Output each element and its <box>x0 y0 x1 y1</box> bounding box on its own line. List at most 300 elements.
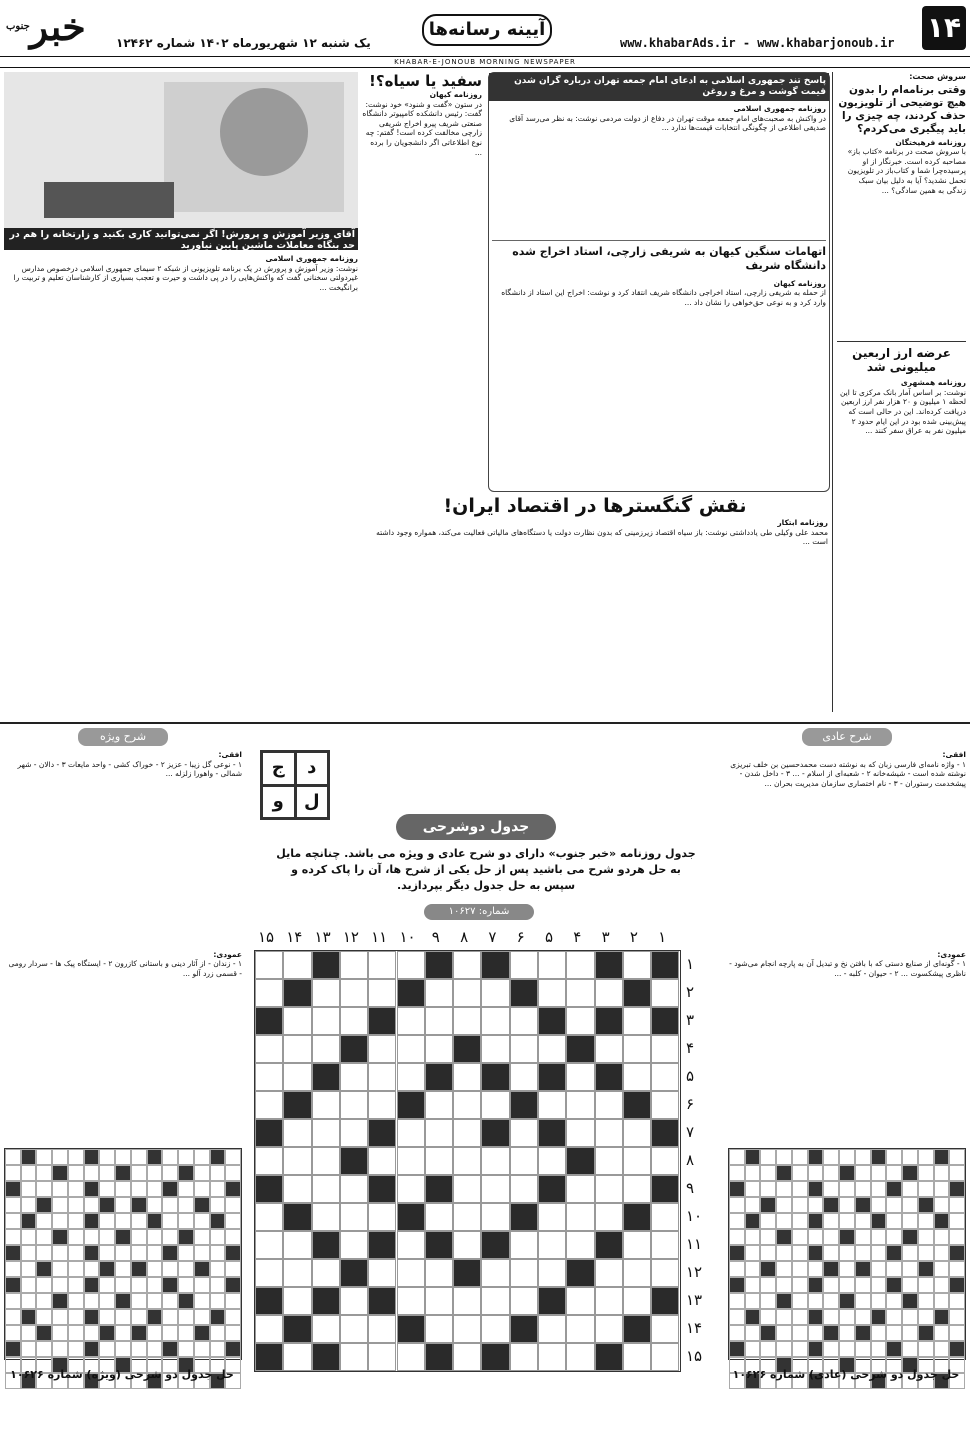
crossword-black-cell <box>623 1203 651 1231</box>
article-body: محمد علی وکیلی طی یادداشتی نوشت: باز سیاه اقتصاد زیرزمینی که بدون نظارت دولت یا دستگاه‌های مالیاتی فعالیت می‌کند، همواره وجود داشته است ... <box>376 527 828 547</box>
crossword-black-cell <box>566 1147 594 1175</box>
crossword-cell[interactable] <box>566 1119 594 1147</box>
crossword-cell[interactable] <box>510 1343 538 1371</box>
crossword-cell[interactable] <box>312 1147 340 1175</box>
column-number: ۲ <box>629 928 638 946</box>
crossword-cell[interactable] <box>651 1231 679 1259</box>
crossword-black-cell <box>255 1007 283 1035</box>
column-number: ۱۲ <box>342 928 359 946</box>
puzzle-number: شماره: ۱۰۶۲۷ <box>424 904 534 920</box>
crossword-black-cell <box>510 1315 538 1343</box>
crossword-cell[interactable] <box>312 1175 340 1203</box>
row-number: ۴ <box>686 1039 695 1057</box>
boxed-article <box>488 72 830 492</box>
special-across-clues: ۱ - نوعی گل زیبا - عزیز ۲ - خوراک کشی - واحد مایعات ۳ - دالان - شهر شمالی - واهورا زلزله ... <box>17 759 242 779</box>
crossword-cell[interactable] <box>510 1231 538 1259</box>
crossword-cell[interactable] <box>510 1259 538 1287</box>
crossword-cell[interactable] <box>623 1175 651 1203</box>
crossword-cell[interactable] <box>595 1259 623 1287</box>
crossword-cell[interactable] <box>312 1091 340 1119</box>
crossword-black-cell <box>510 1203 538 1231</box>
crossword-cell[interactable] <box>453 1343 481 1371</box>
crossword-cell[interactable] <box>397 1343 425 1371</box>
crossword-cell[interactable] <box>340 1091 368 1119</box>
crossword-black-cell <box>425 1231 453 1259</box>
crossword-cell[interactable] <box>595 979 623 1007</box>
crossword-cell[interactable] <box>255 1259 283 1287</box>
column-numbers <box>252 928 682 948</box>
crossword-black-cell <box>651 1119 679 1147</box>
headline: وقتی برنامه‌ام را بدون هیچ توضیحی از تلویزیون حذف کردند، چه چیزی را باید پیگیری می‌کردم؟ <box>838 83 966 135</box>
crossword-cell[interactable] <box>425 1287 453 1315</box>
crossword-black-cell <box>425 951 453 979</box>
crossword-cell[interactable] <box>312 1315 340 1343</box>
row-number: ۹ <box>686 1179 695 1197</box>
crossword-cell[interactable] <box>397 1175 425 1203</box>
crossword-black-cell <box>340 1147 368 1175</box>
row-number: ۱۱ <box>686 1235 703 1253</box>
right-column <box>832 72 966 712</box>
crossword-black-cell <box>397 979 425 1007</box>
column-article <box>362 494 828 714</box>
crossword-cell[interactable] <box>623 1147 651 1175</box>
crossword-cell[interactable] <box>453 1315 481 1343</box>
column-article <box>4 254 358 714</box>
crossword-black-cell <box>481 1119 509 1147</box>
crossword-black-cell <box>481 1343 509 1371</box>
crossword-cell[interactable] <box>453 1287 481 1315</box>
crossword-black-cell <box>538 1007 566 1035</box>
crossword-cell[interactable] <box>425 1315 453 1343</box>
crossword-logo: ج د و ل <box>260 750 330 820</box>
crossword-cell[interactable] <box>368 951 396 979</box>
headline: پاسخ تند جمهوری اسلامی به ادعای امام جمعه تهران درباره گران شدن قیمت گوشت و مرغ و روغن <box>489 73 829 101</box>
row-number: ۱۰ <box>686 1207 703 1225</box>
crossword-cell[interactable] <box>368 1259 396 1287</box>
crossword-cell[interactable] <box>453 1119 481 1147</box>
crossword-cell[interactable] <box>425 1035 453 1063</box>
crossword-cell[interactable] <box>481 1091 509 1119</box>
column-number: ۶ <box>516 928 525 946</box>
crossword-cell[interactable] <box>510 1147 538 1175</box>
crossword-cell[interactable] <box>453 1091 481 1119</box>
crossword-cell[interactable] <box>283 1287 311 1315</box>
crossword-cell[interactable] <box>397 1147 425 1175</box>
crossword-cell[interactable] <box>340 1063 368 1091</box>
page-header <box>0 0 970 56</box>
crossword-black-cell <box>566 1035 594 1063</box>
article-body: از حمله به شریفی زارچی، استاد اخراجی دانشگاه شریف انتقاد کرد و نوشت: اخراج این استاد از دانشگاه وارد کرد و به نوعی حق‌خواهی را نشان داد ... <box>501 288 826 307</box>
crossword-cell[interactable] <box>510 951 538 979</box>
crossword-black-cell <box>595 1231 623 1259</box>
row-number: ۱ <box>686 955 695 973</box>
crossword-black-cell <box>651 1287 679 1315</box>
crossword-cell[interactable] <box>595 1175 623 1203</box>
crossword-cell[interactable] <box>453 1007 481 1035</box>
normal-solution-grid <box>728 1148 966 1360</box>
crossword-black-cell <box>312 951 340 979</box>
crossword-cell[interactable] <box>312 1007 340 1035</box>
section-title: آیینه رسانه‌ها <box>422 14 552 46</box>
crossword-black-cell <box>595 1063 623 1091</box>
column-number: ۷ <box>488 928 497 946</box>
crossword-black-cell <box>566 1259 594 1287</box>
crossword-cell[interactable] <box>340 1231 368 1259</box>
crossword-cell[interactable] <box>538 1147 566 1175</box>
crossword-cell[interactable] <box>538 1035 566 1063</box>
crossword-cell[interactable] <box>368 1343 396 1371</box>
crossword-cell[interactable] <box>283 1175 311 1203</box>
crossword-cell[interactable] <box>368 1203 396 1231</box>
crossword-cell[interactable] <box>651 1035 679 1063</box>
crossword-cell[interactable] <box>312 1035 340 1063</box>
crossword-cell[interactable] <box>312 1259 340 1287</box>
crossword-cell[interactable] <box>368 979 396 1007</box>
crossword-black-cell <box>595 951 623 979</box>
column-number: ۹ <box>431 928 440 946</box>
crossword-black-cell <box>538 1175 566 1203</box>
crossword-black-cell <box>397 1315 425 1343</box>
crossword-black-cell <box>340 1259 368 1287</box>
crossword-cell[interactable] <box>651 1147 679 1175</box>
crossword-cell[interactable] <box>255 1231 283 1259</box>
row-number: ۶ <box>686 1095 695 1113</box>
crossword-cell[interactable] <box>340 979 368 1007</box>
crossword-cell[interactable] <box>481 1203 509 1231</box>
special-clues-panel <box>4 728 242 1398</box>
crossword-cell[interactable] <box>425 1147 453 1175</box>
crossword-black-cell <box>623 1315 651 1343</box>
normal-across-clues: ۱ - واژه نامه‌ای فارسی زبان که به نوشته دست محمدحسین بن خلف تبریزی نوشته شده است - شیشه‌خانه ۲ - شعبه‌ای از اسلام - ... ۳ - داخل شدن - پیشخدمت رستوران - ۳ - نام اختصاری سازمان مدیریت بحران ... <box>730 759 966 788</box>
crossword-cell[interactable] <box>397 1035 425 1063</box>
crossword-cell[interactable] <box>595 1035 623 1063</box>
crossword-cell[interactable] <box>283 1147 311 1175</box>
source: روزنامه کیهان <box>429 90 482 99</box>
crossword-cell[interactable] <box>255 951 283 979</box>
crossword-black-cell <box>481 951 509 979</box>
website-links[interactable]: www.khabarAds.ir - www.khabarjonoub.ir <box>620 36 895 50</box>
crossword-cell[interactable] <box>510 1007 538 1035</box>
source: روزنامه کیهان <box>773 278 826 288</box>
crossword-cell[interactable] <box>566 1287 594 1315</box>
row-number: ۱۵ <box>686 1347 703 1365</box>
crossword-black-cell <box>510 1091 538 1119</box>
crossword-cell[interactable] <box>312 979 340 1007</box>
crossword-cell[interactable] <box>453 1175 481 1203</box>
crossword-black-cell <box>283 1315 311 1343</box>
crossword-black-cell <box>425 1175 453 1203</box>
crossword-cell[interactable] <box>255 1091 283 1119</box>
article-body: در ستون «گفت و شنود» خود نوشت: گفت: رئیس دانشکده کامپیوتر دانشگاه صنعتی شریف پیرو اخراج شریفی زارچی مخالفت کرده است! گفتم: چه نوع اطلاعاتی اگر دانشجویان را برده ... <box>362 99 482 157</box>
normal-clues-panel <box>728 728 966 1398</box>
crossword-cell[interactable] <box>255 1203 283 1231</box>
crossword-cell[interactable] <box>566 1175 594 1203</box>
column-number: ۱۰ <box>399 928 416 946</box>
crossword-cell[interactable] <box>566 1063 594 1091</box>
crossword-cell[interactable] <box>595 1091 623 1119</box>
crossword-cell[interactable] <box>255 1147 283 1175</box>
crossword-black-cell <box>651 951 679 979</box>
crossword-cell[interactable] <box>481 1147 509 1175</box>
crossword-cell[interactable] <box>453 951 481 979</box>
crossword-cell[interactable] <box>397 951 425 979</box>
crossword-cell[interactable] <box>538 1231 566 1259</box>
crossword-cell[interactable] <box>510 1035 538 1063</box>
article-body: با سروش صحت در برنامه «کتاب باز» مصاحبه کرده است. خبرنگار از او پرسیده‌چرا شما و کتاب‌باز در تلویزیون تحمل نشدید؟ آیا به دلیل بیان سبک زندگی به همین سادگی؟ ... <box>847 147 966 195</box>
crossword-cell[interactable] <box>397 1287 425 1315</box>
crossword-black-cell <box>481 1231 509 1259</box>
crossword-cell[interactable] <box>566 1231 594 1259</box>
source: روزنامه فرهیختگان <box>895 137 966 147</box>
crossword-black-cell <box>312 1343 340 1371</box>
crossword-black-cell <box>453 1035 481 1063</box>
crossword-cell[interactable] <box>566 1007 594 1035</box>
crossword-black-cell <box>283 979 311 1007</box>
crossword-black-cell <box>425 1343 453 1371</box>
crossword-black-cell <box>651 1007 679 1035</box>
crossword-cell[interactable] <box>312 1119 340 1147</box>
kicker: سروش صحت: <box>909 72 966 81</box>
crossword-center <box>246 728 724 1428</box>
crossword-cell[interactable] <box>623 1343 651 1371</box>
column-number: ۳ <box>601 928 610 946</box>
crossword-cell[interactable] <box>340 1315 368 1343</box>
special-solution-grid <box>4 1148 242 1360</box>
crossword-cell[interactable] <box>481 979 509 1007</box>
row-number: ۷ <box>686 1123 695 1141</box>
crossword-black-cell <box>538 1287 566 1315</box>
crossword-black-cell <box>510 979 538 1007</box>
crossword-cell[interactable] <box>453 1063 481 1091</box>
crossword-cell[interactable] <box>425 1203 453 1231</box>
column-article <box>362 72 482 490</box>
source: روزنامه همشهری <box>900 378 966 388</box>
crossword-cell[interactable] <box>340 1007 368 1035</box>
column-number: ۱۱ <box>371 928 388 946</box>
crossword-cell[interactable] <box>397 1007 425 1035</box>
crossword-cell[interactable] <box>397 1063 425 1091</box>
crossword-cell[interactable] <box>566 1203 594 1231</box>
crossword-cell[interactable] <box>566 1315 594 1343</box>
row-number: ۸ <box>686 1151 695 1169</box>
crossword-black-cell <box>255 1287 283 1315</box>
row-number: ۵ <box>686 1067 695 1085</box>
column-number: ۴ <box>573 928 582 946</box>
section-divider <box>0 722 970 724</box>
crossword-cell[interactable] <box>623 1007 651 1035</box>
crossword-cell[interactable] <box>510 1063 538 1091</box>
crossword-title: جدول دوشرحی <box>396 814 556 840</box>
crossword-cell[interactable] <box>368 1147 396 1175</box>
crossword-cell[interactable] <box>312 1203 340 1231</box>
crossword-black-cell <box>397 1203 425 1231</box>
page-number: ۱۴ <box>922 6 966 50</box>
crossword-black-cell <box>623 979 651 1007</box>
crossword-black-cell <box>340 1035 368 1063</box>
crossword-black-cell <box>595 1007 623 1035</box>
crossword-cell[interactable] <box>340 1119 368 1147</box>
crossword-black-cell <box>397 1091 425 1119</box>
crossword-cell[interactable] <box>255 1063 283 1091</box>
column-number: ۱۴ <box>286 928 303 946</box>
crossword-cell[interactable] <box>595 1147 623 1175</box>
article-body: نوشت: وزیر آموزش و پرورش در یک برنامه تلویزیونی از شبکه ۲ سیمای جمهوری اسلامی درخصوص مدارس غیردولتی سخنانی گفت که واکنش‌هایی را در پی داشت و حیرت و تعجب بسیاری از کارشناسان تعلیم و تربیت را برانگیخت ... <box>13 263 358 292</box>
crossword-black-cell <box>595 1343 623 1371</box>
headline: عرضه ارز اربعین میلیونی شد <box>837 341 966 374</box>
crossword-cell[interactable] <box>283 1231 311 1259</box>
crossword-cell[interactable] <box>368 1035 396 1063</box>
crossword-cell[interactable] <box>651 1315 679 1343</box>
crossword-cell[interactable] <box>623 1119 651 1147</box>
crossword-cell[interactable] <box>368 1315 396 1343</box>
crossword-cell[interactable] <box>566 951 594 979</box>
globe-newspapers-image <box>4 72 358 228</box>
crossword-cell[interactable] <box>283 1007 311 1035</box>
crossword-cell[interactable] <box>538 979 566 1007</box>
crossword-black-cell <box>453 1259 481 1287</box>
newspaper-logo: خبر$^{جنوب}$ <box>6 4 86 49</box>
row-number: ۲ <box>686 983 695 1001</box>
crossword-black-cell <box>255 1343 283 1371</box>
crossword-cell[interactable] <box>481 1175 509 1203</box>
crossword-cell[interactable] <box>481 1259 509 1287</box>
crossword-cell[interactable] <box>651 1063 679 1091</box>
headline: نقش گنگسترها در اقتصاد ایران! <box>443 495 747 517</box>
crossword-black-cell <box>368 1119 396 1147</box>
crossword-cell[interactable] <box>595 1287 623 1315</box>
crossword-cell[interactable] <box>566 1091 594 1119</box>
column-number: ۱ <box>658 928 667 946</box>
crossword-cell[interactable] <box>425 979 453 1007</box>
crossword-black-cell <box>368 1175 396 1203</box>
crossword-cell[interactable] <box>283 1119 311 1147</box>
crossword-cell[interactable] <box>510 1175 538 1203</box>
crossword-cell[interactable] <box>255 1035 283 1063</box>
down-label: عمودی: <box>937 949 966 959</box>
crossword-cell[interactable] <box>368 1091 396 1119</box>
crossword-cell[interactable] <box>425 1259 453 1287</box>
crossword-cell[interactable] <box>538 1259 566 1287</box>
crossword-cell[interactable] <box>283 1035 311 1063</box>
crossword-cell[interactable] <box>651 1343 679 1371</box>
crossword-black-cell <box>538 1119 566 1147</box>
source: روزنامه ابتکار <box>777 518 828 527</box>
crossword-grid <box>254 950 681 1372</box>
crossword-cell[interactable] <box>595 1315 623 1343</box>
crossword-intro: جدول روزنامه «خبر جنوب» دارای دو شرح عادی و ویژه می باشد. چنانچه مایل به حل هردو شرح می باشید پس از حل یکی از شرح ها، آن را پاک کرده و سپس به حل جدول دیگر بپردازید. <box>276 847 696 892</box>
newspapers-photo <box>4 72 358 228</box>
crossword-cell[interactable] <box>651 1259 679 1287</box>
dateline: یک شنبه ۱۲ شهریورماه ۱۴۰۲ شماره ۱۲۴۶۲ <box>116 36 371 50</box>
crossword-cell[interactable] <box>538 951 566 979</box>
crossword-cell[interactable] <box>481 1007 509 1035</box>
row-numbers <box>686 950 716 1380</box>
crossword-cell[interactable] <box>340 951 368 979</box>
crossword-cell[interactable] <box>340 1287 368 1315</box>
crossword-black-cell <box>255 1175 283 1203</box>
headline: سفید یا سیاه؟! <box>369 72 482 90</box>
crossword-cell[interactable] <box>453 1203 481 1231</box>
crossword-black-cell <box>312 1231 340 1259</box>
headline: آقای وزیر آموزش و پرورش! اگر نمی‌توانید کاری بکنید و زارتخانه را هم در حد بنگاه معاملات ماشین پایین نیاورید <box>4 228 358 250</box>
crossword-cell[interactable] <box>340 1203 368 1231</box>
row-number: ۱۴ <box>686 1319 703 1337</box>
crossword-cell[interactable] <box>623 951 651 979</box>
down-label: عمودی: <box>213 949 242 959</box>
crossword-cell[interactable] <box>283 1343 311 1371</box>
crossword-black-cell <box>255 1119 283 1147</box>
article-body: نوشت: بر اساس آمار بانک مرکزی تا این لحظه ۱ میلیون و ۲۰ هزار نفر ارز اربعین دریافت کرده‌اند. این در حالی است که پیش‌بینی شده بود در این ایام حدود ۲ میلیون نفر به عراق سفر کنند ... <box>839 387 966 436</box>
crossword-cell[interactable] <box>538 1343 566 1371</box>
crossword-cell[interactable] <box>397 1119 425 1147</box>
crossword-black-cell <box>538 1063 566 1091</box>
crossword-cell[interactable] <box>368 1063 396 1091</box>
crossword-cell[interactable] <box>453 979 481 1007</box>
crossword-cell[interactable] <box>651 979 679 1007</box>
row-number: ۳ <box>686 1011 695 1029</box>
column-number: ۱۵ <box>257 928 275 946</box>
crossword-black-cell <box>312 1063 340 1091</box>
crossword-cell[interactable] <box>453 1147 481 1175</box>
crossword-cell[interactable] <box>623 1259 651 1287</box>
crossword-cell[interactable] <box>623 1063 651 1091</box>
crossword-cell[interactable] <box>425 1119 453 1147</box>
crossword-cell[interactable] <box>283 1063 311 1091</box>
special-solution-title: حل جدول دو شرحی (ویژه) شماره ۱۰۶۲۶ <box>10 1368 234 1381</box>
crossword-black-cell <box>283 1203 311 1231</box>
crossword-black-cell <box>283 1091 311 1119</box>
crossword-cell[interactable] <box>397 1231 425 1259</box>
crossword-cell[interactable] <box>595 1119 623 1147</box>
crossword-cell[interactable] <box>538 1315 566 1343</box>
crossword-cell[interactable] <box>340 1343 368 1371</box>
crossword-cell[interactable] <box>651 1203 679 1231</box>
row-number: ۱۲ <box>686 1263 703 1281</box>
crossword-cell[interactable] <box>623 1287 651 1315</box>
crossword-cell[interactable] <box>623 1231 651 1259</box>
crossword-cell[interactable] <box>481 1315 509 1343</box>
crossword-cell[interactable] <box>566 1343 594 1371</box>
special-down-clues: ۱ - زندان - از آثار دینی و باستانی کازرون ۲ - ایستگاه پیک ها - سردار رومی - قسمی زرد آلو ... <box>8 959 242 978</box>
crossword-black-cell <box>368 1231 396 1259</box>
crossword-cell[interactable] <box>595 1203 623 1231</box>
crossword-cell[interactable] <box>623 1035 651 1063</box>
across-label: افقی: <box>942 750 966 759</box>
crossword-cell[interactable] <box>425 1007 453 1035</box>
crossword-cell[interactable] <box>453 1231 481 1259</box>
crossword-cell[interactable] <box>510 1119 538 1147</box>
crossword-cell[interactable] <box>340 1175 368 1203</box>
crossword-cell[interactable] <box>283 951 311 979</box>
crossword-cell[interactable] <box>538 1091 566 1119</box>
crossword-cell[interactable] <box>566 979 594 1007</box>
crossword-black-cell <box>368 1287 396 1315</box>
crossword-cell[interactable] <box>283 1259 311 1287</box>
english-bar: KHABAR-E-JONOUB MORNING NEWSPAPER <box>0 56 970 68</box>
article-body: در واکنش به صحبت‌های امام جمعه موقت تهران در دفاع از دولت مردمی نوشت: به نظر می‌رسد آقای صدیقی اطلاعی از چگونگی انتخابات قیمت‌ها ندارد ... <box>509 113 826 133</box>
crossword-cell[interactable] <box>481 1287 509 1315</box>
crossword-cell[interactable] <box>255 1315 283 1343</box>
crossword-cell[interactable] <box>481 1035 509 1063</box>
crossword-cell[interactable] <box>510 1287 538 1315</box>
crossword-cell[interactable] <box>538 1203 566 1231</box>
crossword-cell[interactable] <box>255 979 283 1007</box>
crossword-cell[interactable] <box>397 1259 425 1287</box>
row-number: ۱۳ <box>686 1291 703 1309</box>
crossword-cell[interactable] <box>651 1091 679 1119</box>
crossword-cell[interactable] <box>425 1091 453 1119</box>
column-number: ۵ <box>544 928 554 946</box>
